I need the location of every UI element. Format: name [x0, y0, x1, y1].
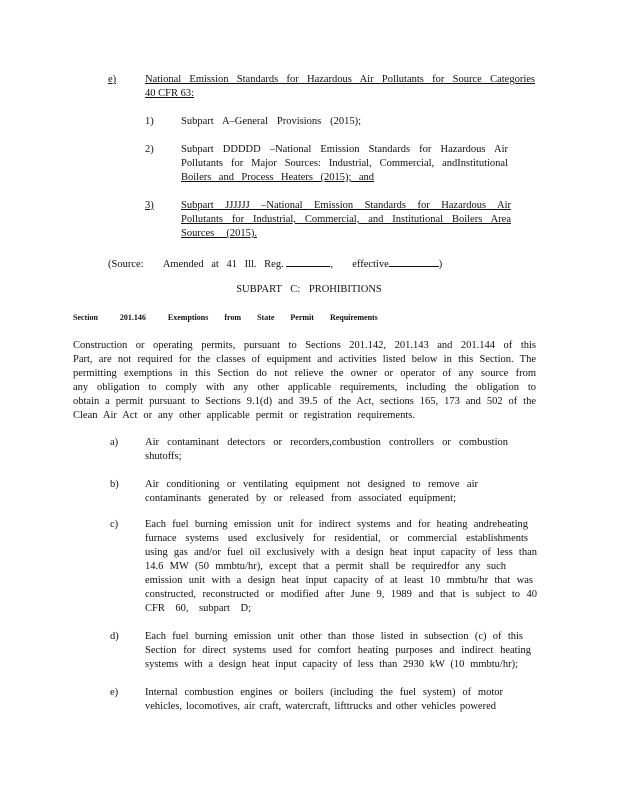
paragraph-line: Part, are not required for the classes of equipment and activities listed below in this Section. The	[73, 354, 536, 365]
item-line: Section for direct systems used for comfort heating purposes and indirect heating	[145, 645, 531, 656]
item-e-label: e)	[108, 74, 117, 85]
source-amended: Amended at 41 Ill. Reg.	[162, 259, 284, 270]
item-label: b)	[110, 479, 119, 490]
section-title: Exemptions from State Permit Requirements	[167, 313, 378, 322]
subitem-line: Pollutants for Industrial, Commercial, and Institutional Boilers Area	[181, 214, 511, 225]
item-line: 14.6 MW (50 mmbtu/hr), except that a permit shall be requiredfor any such	[145, 561, 506, 572]
source-effective: effective	[352, 259, 389, 270]
item-line: furnace systems used exclusively for residential, or commercial establishments	[145, 533, 528, 544]
section-heading	[73, 311, 378, 325]
source-note	[108, 255, 442, 272]
effective-date-blank	[389, 255, 439, 267]
source-comma: ,	[330, 259, 333, 270]
item-line: Air conditioning or ventilating equipment not designed to remove air	[145, 479, 478, 490]
subitem-line: Subpart DDDDD –National Emission Standards for Hazardous Air	[181, 144, 508, 155]
item-label: e)	[110, 687, 119, 698]
item-line: CFR 60, subpart D;	[145, 603, 251, 614]
item-text	[145, 686, 503, 714]
section-label: Section	[73, 313, 98, 322]
subitem-line: Boilers and Process Heaters (2015); and	[181, 172, 374, 183]
item-e-line2: 40 CFR 63:	[145, 88, 195, 99]
item-line: vehicles, locomotives, air craft, watercraft, lifttrucks and other vehicles powered	[145, 701, 496, 712]
item-line: shutoffs;	[145, 451, 182, 462]
item-line: constructed, reconstructed or modified after June 9, 1989 and that is subject to 40	[145, 589, 537, 600]
subitem-text	[181, 199, 511, 241]
item-line: systems with a design heat input capacity of less than 2930 kW (10 mmbtu/hr);	[145, 659, 518, 670]
paragraph-line: Clean Air Act or any other applicable permit or registration requirements.	[73, 410, 415, 421]
subitem-number: 2)	[145, 144, 154, 155]
subitem-line: Pollutants for Major Sources: Industrial, Commercial, andInstitutional	[181, 158, 508, 169]
item-label: a)	[110, 437, 119, 448]
paragraph-line: obtain a permit pursuant to Sections 9.1(d) and 39.5 of the Act, sections 165, 173 and 502 of the	[73, 396, 536, 407]
subitem-line: Subpart JJJJJJ –National Emission Standards for Hazardous Air	[181, 200, 511, 211]
item-e-line1: National Emission Standards for Hazardous Air Pollutants for Source Categories	[145, 74, 535, 85]
item-text	[145, 436, 508, 464]
item-line: contaminants generated by or released from associated equipment;	[145, 493, 456, 504]
item-line: Internal combustion engines or boilers (including the fuel system) of motor	[145, 687, 503, 698]
paragraph-line: permitting exemptions in this Section do not relieve the owner or operator of any source from	[73, 368, 536, 379]
item-text	[145, 630, 531, 672]
subpart-heading: SUBPART C: PROHIBITIONS	[236, 284, 382, 295]
item-line: Air contaminant detectors or recorders,combustion controllers or combustion	[145, 437, 508, 448]
item-label: c)	[110, 519, 119, 530]
subitem-text	[181, 143, 508, 185]
subitem-line: Sources (2015).	[181, 228, 257, 239]
source-close: )	[438, 259, 443, 270]
subitem-number: 1)	[145, 116, 154, 127]
item-text	[145, 518, 537, 616]
subitem-text	[181, 115, 361, 129]
item-line: Each fuel burning emission unit other than those listed in subsection (c) of this	[145, 631, 523, 642]
item-line: Each fuel burning emission unit for indirect systems and for heating andreheating	[145, 519, 528, 530]
item-line: using gas and/or fuel oil exclusively with a design heat input capacity of less than	[145, 547, 537, 558]
section-number: 201.146	[119, 313, 146, 322]
paragraph-line: Construction or operating permits, pursuant to Sections 201.142, 201.143 and 201.144 of this	[73, 340, 536, 351]
register-blank	[286, 255, 330, 267]
item-text	[145, 478, 478, 506]
paragraph-line: any obligation to comply with any other applicable requirements, including the obligation to	[73, 382, 536, 393]
source-prefix: (Source:	[108, 259, 144, 270]
item-line: emission unit with a design heat input capacity of at least 10 mmbtu/hr that was	[145, 575, 533, 586]
intro-paragraph	[73, 339, 536, 423]
subitem-number: 3)	[145, 200, 154, 211]
item-label: d)	[110, 631, 119, 642]
subitem-line: Subpart A–General Provisions (2015);	[181, 116, 361, 127]
